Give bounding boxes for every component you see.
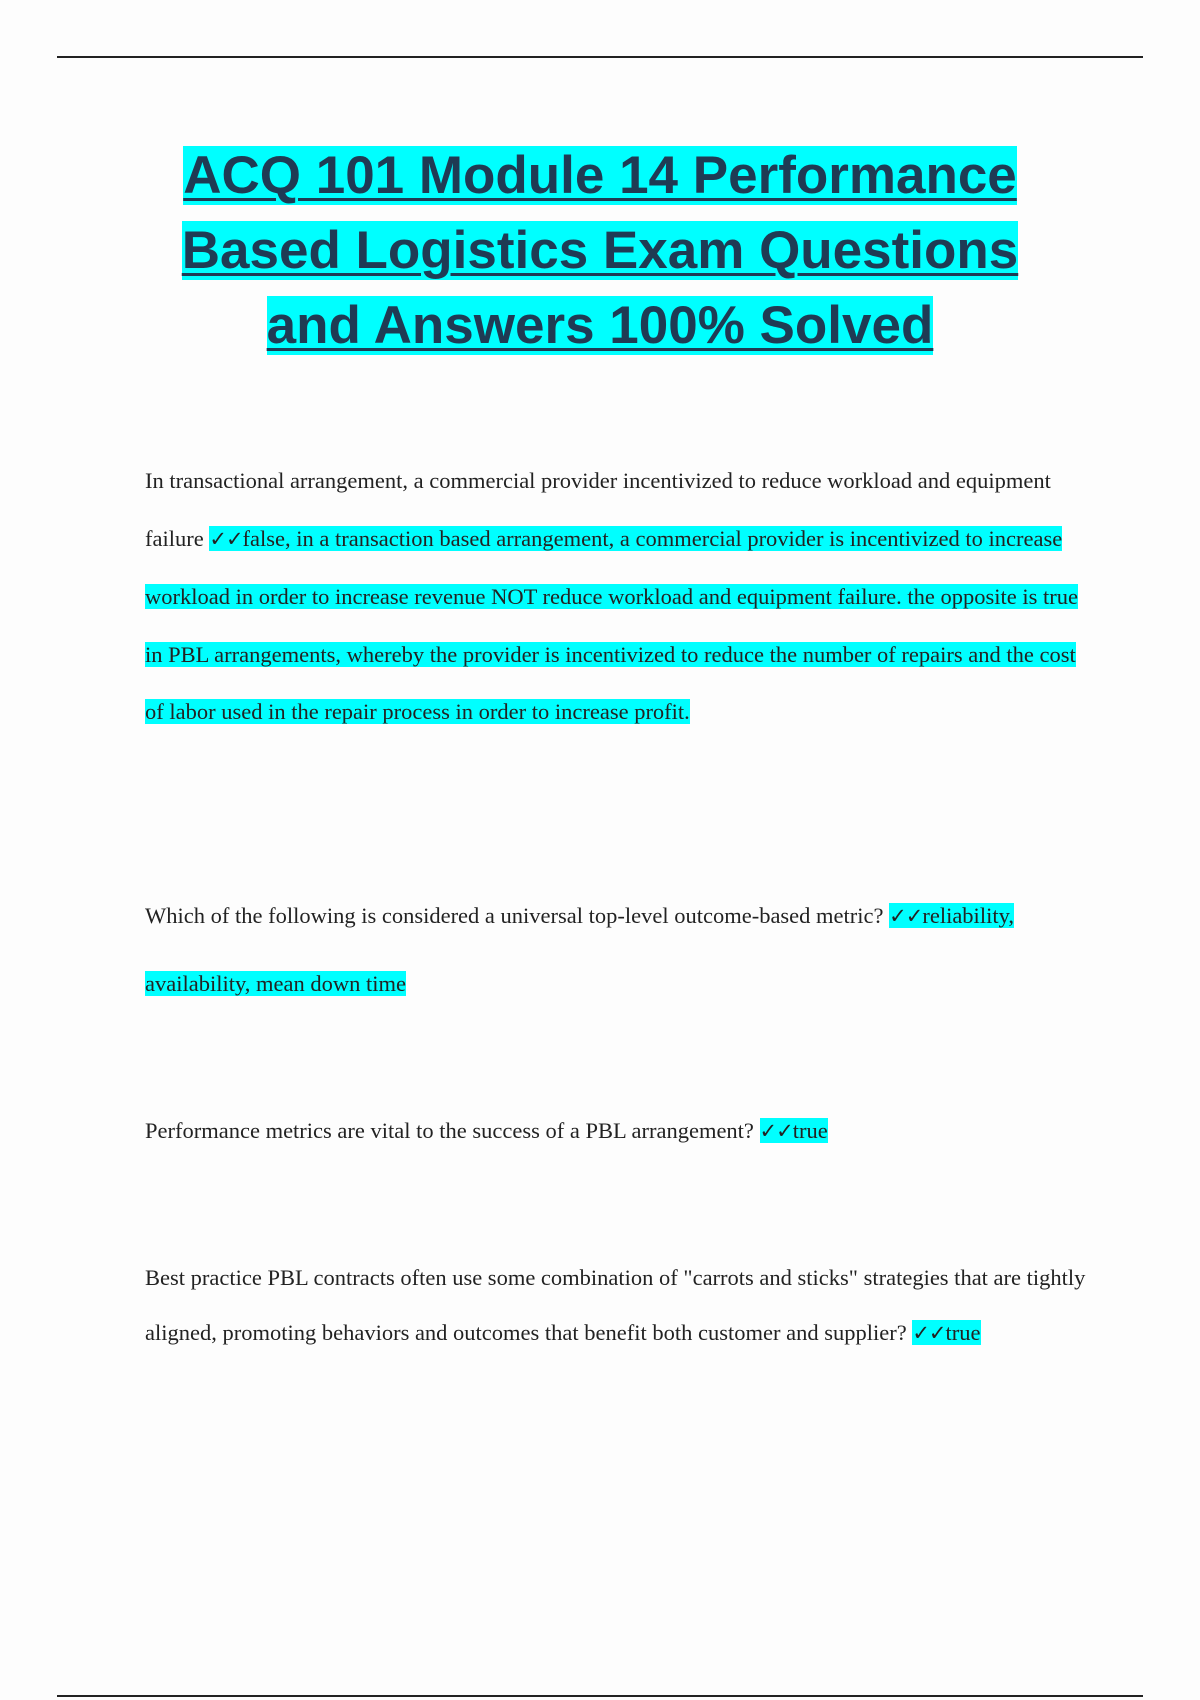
question-text: Performance metrics are vital to the success of a PBL arrangement?: [145, 1118, 754, 1143]
question-text: Best practice PBL contracts often use some combination of "carrots and sticks" strategies that are tightly aligned, promoting behaviors and outcomes that benefit both customer and supplier?: [145, 1265, 1086, 1345]
question-text: Which of the following is considered a universal top-level outcome-based metric?: [145, 903, 884, 928]
answer-highlight: [760, 1118, 828, 1143]
double-check-icon: ✓✓: [912, 1321, 946, 1345]
answer-text: false, in a transaction based arrangement, a commercial provider is incentivized to increase workload in order to increase revenue NOT reduce workload and equipment failure. the opposite is true in PBL arrangements, whereby the provider is incentivized to reduce the number of repairs and the cost of labor used in the repair process in order to increase profit.: [145, 525, 1079, 724]
qa-item: [145, 882, 1093, 1017]
question-text: In transactional arrangement, a commercial provider incentivized to reduce workload and equipment failure: [145, 468, 1051, 551]
double-check-icon: ✓✓: [889, 904, 923, 928]
answer-text: true: [792, 1118, 828, 1143]
footer-rule: [57, 1695, 1143, 1697]
header-rule: [57, 56, 1143, 58]
qa-item: [145, 1250, 1093, 1361]
answer-text: reliability, availability, mean down time: [145, 903, 1014, 996]
document-title: [150, 138, 1050, 363]
double-check-icon: ✓✓: [209, 526, 243, 551]
answer-highlight: [912, 1320, 980, 1345]
double-check-icon: ✓✓: [759, 1119, 793, 1143]
qa-item: [145, 1111, 1093, 1151]
answer-highlight: [145, 526, 1078, 725]
document-title-text: ACQ 101 Module 14 Performance Based Logistics Exam Questions and Answers 100% Solved: [181, 146, 1019, 355]
qa-item: [145, 452, 1093, 741]
answer-text: true: [945, 1320, 981, 1345]
